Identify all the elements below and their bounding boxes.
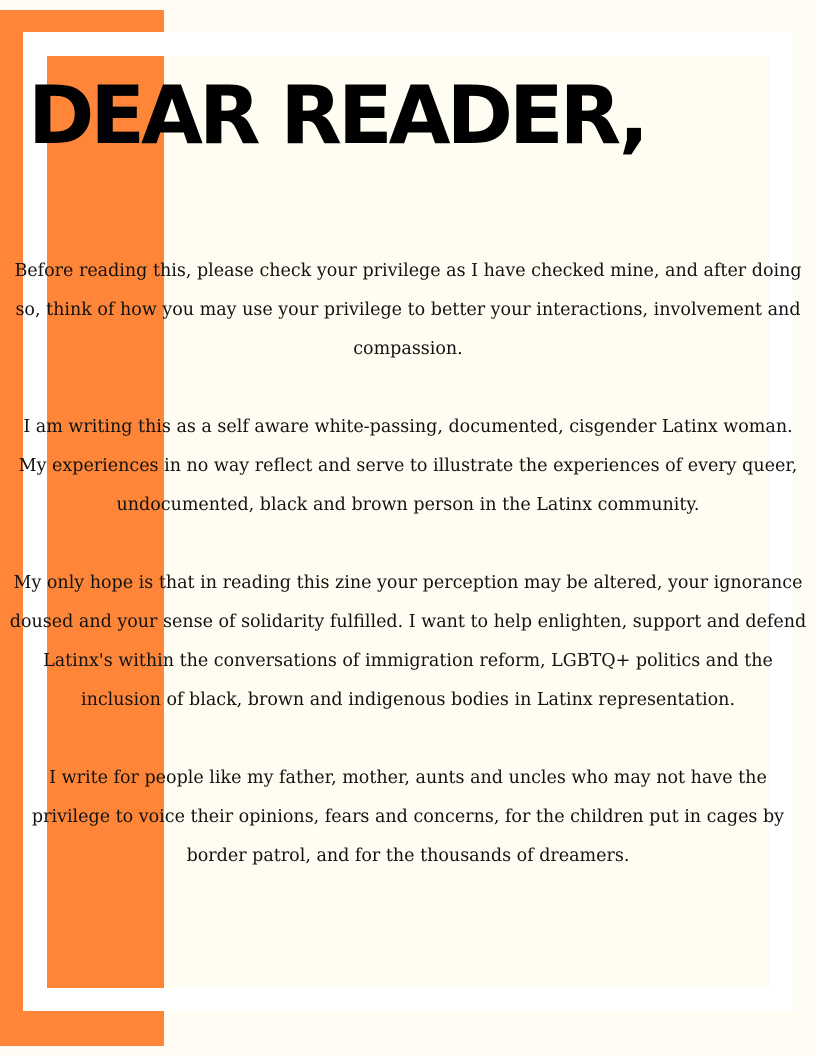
paragraph-hope: My only hope is that in reading this zine your perception may be altered, your ignorance doused and your sense of solidarity fulfilled. I want to help enlighten, support and defend Latinx's within the conversations of immigration reform, LGBTQ+ politics and the inclusion of black, brown and indigenous bodies in Latinx representation. <box>9 573 807 710</box>
page-title: DEAR READER, <box>28 69 646 162</box>
paragraph-dedication: I write for people like my father, mother, aunts and uncles who may not have the privilege to voice their opinions, fears and concerns, for the children put in cages by border patrol, and for the thousands of dreamers. <box>31 768 785 866</box>
paragraph-privilege: Before reading this, please check your privilege as I have checked mine, and after doing so, think of how you may use your privilege to better your interactions, involvement and compassion. <box>14 261 802 359</box>
paragraph-identity: I am writing this as a self aware white-passing, documented, cisgender Latinx woman. My experiences in no way reflect and serve to illustrate the experiences of every queer, undocumented, black and brown person in the Latinx community. <box>18 417 798 515</box>
letter-body <box>8 252 808 915</box>
